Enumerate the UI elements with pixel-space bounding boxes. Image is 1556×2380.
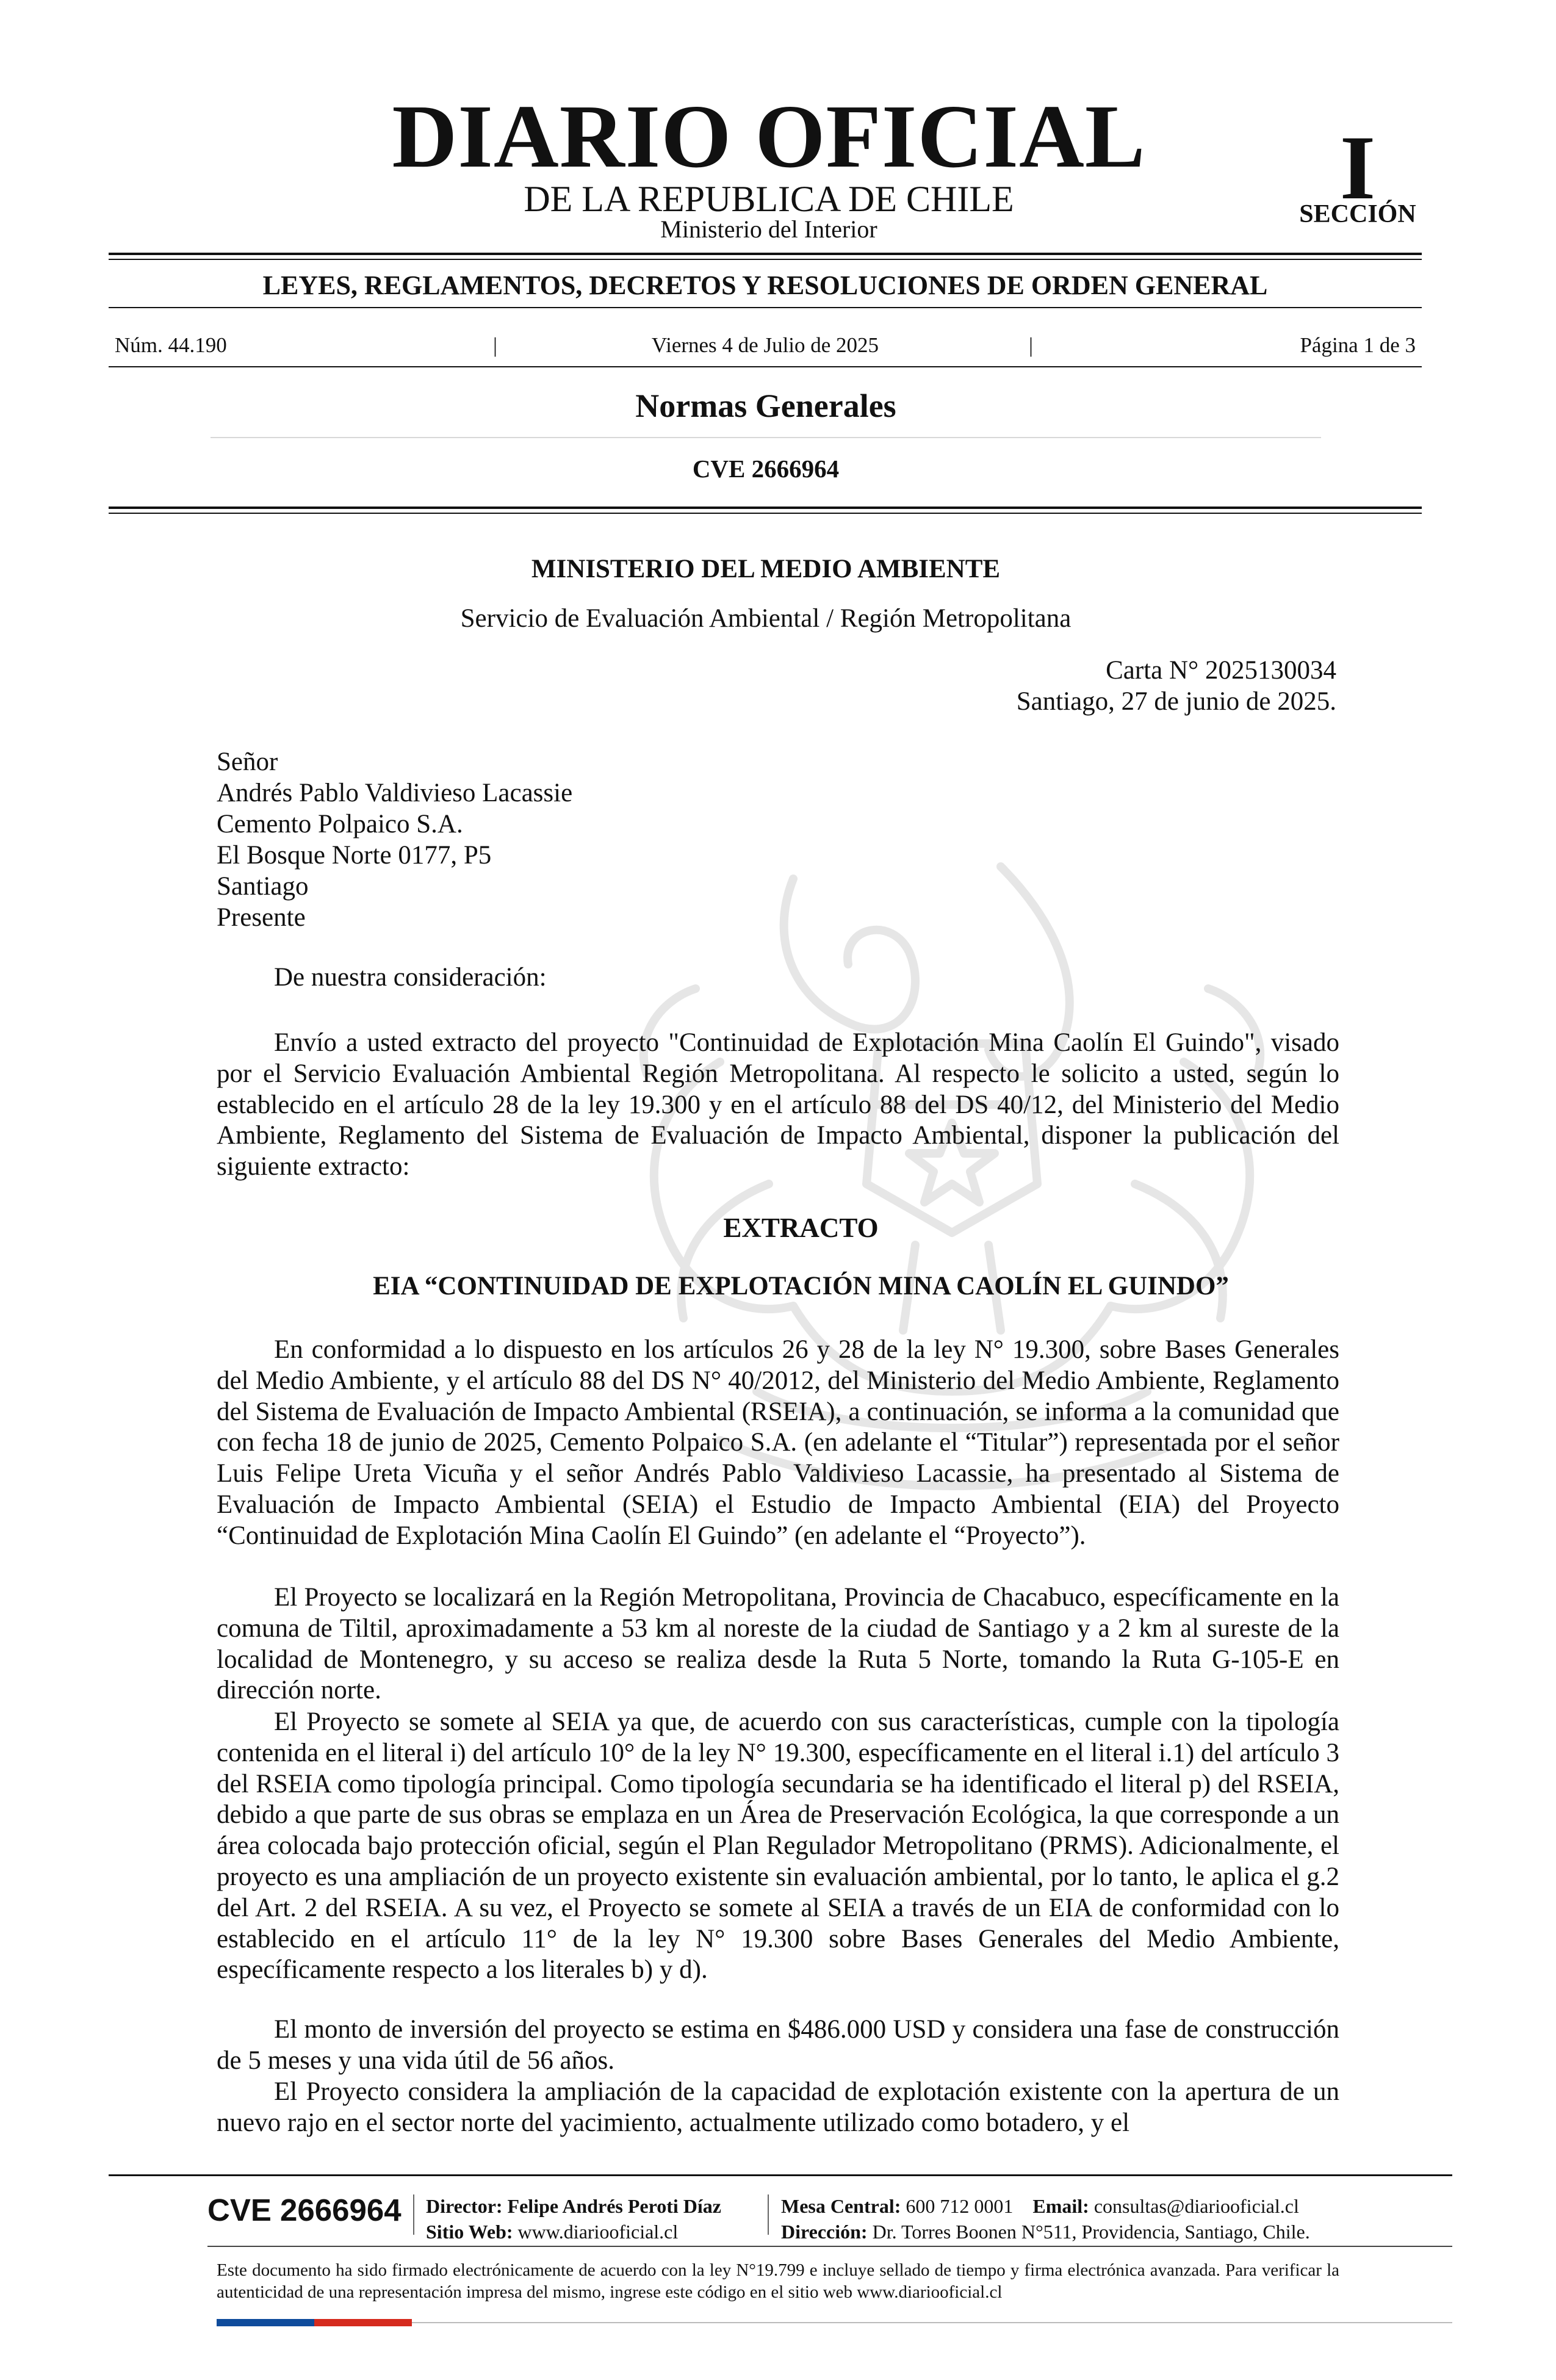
issue-separator: | [1029,333,1034,357]
intro-paragraph: Envío a usted extracto del proyecto "Continuidad de Explotación Mina Caolín El Guindo", visado por el Servicio Evaluación Ambiental Región Metropolitana. Al respecto le solicito a usted, según lo establecido en el artículo 28 de la ley 19.300 y en el artículo 88 del DS 40/12, del Ministerio del Medio Ambiente, Reglamento del Sistema de Evaluación de Impacto Ambiental, disponer la publicación del siguiente extracto: [217,1028,1339,1181]
section-heading: Normas Generales [635,388,896,424]
flag-stripe-red [314,2319,412,2326]
issue-number: Núm. 44.190 [115,333,227,357]
document-ministry: MINISTERIO DEL MEDIO AMBIENTE [531,555,1001,583]
footer-divider [768,2194,769,2235]
address-line: El Bosque Norte 0177, P5 [217,841,492,870]
issue-date: Viernes 4 de Julio de 2025 [651,333,879,357]
director-label: Director: [426,2195,503,2217]
director-name: Felipe Andrés Peroti Díaz [507,2195,721,2217]
site-link[interactable]: www.diariooficial.cl [517,2221,679,2243]
greeting: De nuestra consideración: [274,963,547,992]
newspaper-title: DIARIO OFICIAL [392,87,1146,187]
header-rule-bottom [109,507,1422,509]
phone-number: 600 712 0001 [906,2195,1014,2217]
email-label: Email: [1032,2195,1089,2217]
masthead-rule-top-thin [109,259,1422,260]
email-link[interactable]: consultas@diariooficial.cl [1093,2195,1299,2217]
issue-rule [109,366,1422,367]
address-line: Señor [217,748,278,776]
letter-reference [1017,655,1336,717]
section-number: I [1339,117,1376,218]
masthead-rule-top [109,253,1422,255]
footer-cve-code: CVE 2666964 [207,2193,402,2227]
flag-stripe-blue [217,2319,314,2326]
address-line: Santiago [217,872,309,901]
footer-contact-block [781,2193,1310,2245]
phone-label: Mesa Central: [781,2195,901,2217]
cve-code: CVE 2666964 [692,455,840,483]
office-address: Dr. Torres Boonen N°511, Providencia, Santiago, Chile. [872,2221,1310,2243]
body-paragraph: El monto de inversión del proyecto se estima en $486.000 USD y considera una fase de construcción de 5 meses y una vida útil de 56 años. [217,2015,1339,2075]
site-label: Sitio Web: [426,2221,513,2243]
signature-note: Este documento ha sido firmado electrónicamente de acuerdo con la ley N°19.799 e incluye sellado de tiempo y firma electrónica avanzada. Para verificar la autenticidad de una representación impresa del mismo, ingrese este código en el sitio web www.diariooficial.cl [217,2260,1339,2302]
issue-separator: | [493,333,498,357]
category-banner: LEYES, REGLAMENTOS, DECRETOS Y RESOLUCIONES DE ORDEN GENERAL [262,270,1268,300]
address-label: Dirección: [781,2221,868,2243]
footer-bottom-rule [412,2322,1452,2323]
footer-rule [109,2174,1452,2176]
body-paragraph: El Proyecto considera la ampliación de la capacidad de explotación existente con la apertura de un nuevo rajo en el sector norte del yacimiento, actualmente utilizado como botadero, y el [217,2077,1339,2137]
address-line: Presente [217,903,306,932]
address-line: Andrés Pablo Valdivieso Lacassie [217,779,573,807]
document-service: Servicio de Evaluación Ambiental / Región Metropolitana [460,604,1072,633]
footer-rule-thin [207,2246,1452,2247]
address-line: Cemento Polpaico S.A. [217,810,463,838]
body-paragraph: En conformidad a lo dispuesto en los artículos 26 y 28 de la ley N° 19.300, sobre Bases Generales del Medio Ambiente, y el artículo 88 del DS N° 40/2012, del Ministerio del Medio Ambiente, Reglamento del Sistema de Evaluación de Impacto Ambiental (RSEIA), a continuación, se informa a la comunidad que con fecha 18 de junio de 2025, Cemento Polpaico S.A. (en adelante el “Titular”) representada por el señor Luis Felipe Ureta Vicuña y el señor Andrés Pablo Valdivieso Lacassie, ha presentado al Sistema de Evaluación de Impacto Ambiental (SEIA) el Estudio de Impacto Ambiental (EIA) del Proyecto “Continuidad de Explotación Mina Caolín El Guindo” (en adelante el “Proyecto”). [217,1335,1339,1550]
recipient-address [217,746,572,933]
header-rule-bottom-thin [109,513,1422,514]
carta-number: Carta N° 2025130034 [1106,656,1336,685]
eia-title: EIA “CONTINUIDAD DE EXPLOTACIÓN MINA CAOLÍN EL GUINDO” [373,1272,1229,1300]
footer-divider [413,2194,414,2235]
category-rule [109,307,1422,308]
newspaper-ministry: Ministerio del Interior [660,215,877,243]
page-indicator: Página 1 de 3 [1300,333,1416,357]
footer-director-block [426,2193,721,2245]
body-paragraph: El Proyecto se localizará en la Región Metropolitana, Provincia de Chacabuco, específicamente en la comuna de Tiltil, aproximadamente a 53 km al noreste de la ciudad de Santiago y a 2 km al sureste de la localidad de Montenegro, y su acceso se realiza desde la Ruta 5 Norte, tomando la Ruta G-105-E en dirección norte. [217,1583,1339,1705]
newspaper-subtitle: DE LA REPUBLICA DE CHILE [524,179,1014,219]
section-heading-rule [211,437,1321,438]
section-label: SECCIÓN [1299,200,1416,228]
extract-heading: EXTRACTO [723,1213,879,1243]
body-paragraph: El Proyecto se somete al SEIA ya que, de acuerdo con sus características, cumple con la tipología contenida en el literal i) del artículo 10° de la ley N° 19.300, específicamente en el literal i.1) del artículo 3 del RSEIA como tipología principal. Como tipología secundaria se ha identificado el literal p) del RSEIA, debido a que parte de sus obras se emplaza en un Área de Preservación Ecológica, la que corresponde a un área colocada bajo protección oficial, según el Plan Regulador Metropolitano (PRMS). Adicionalmente, el proyecto es una ampliación de un proyecto existente sin evaluación ambiental, por lo tanto, le aplica el g.2 del Art. 2 del RSEIA. A su vez, el Proyecto se somete al SEIA a través de un EIA de conformidad con lo establecido en el artículo 11° de la ley N° 19.300 sobre Bases Generales del Medio Ambiente, específicamente respecto a los literales b) y d). [217,1707,1339,1985]
place-date: Santiago, 27 de junio de 2025. [1016,687,1336,716]
